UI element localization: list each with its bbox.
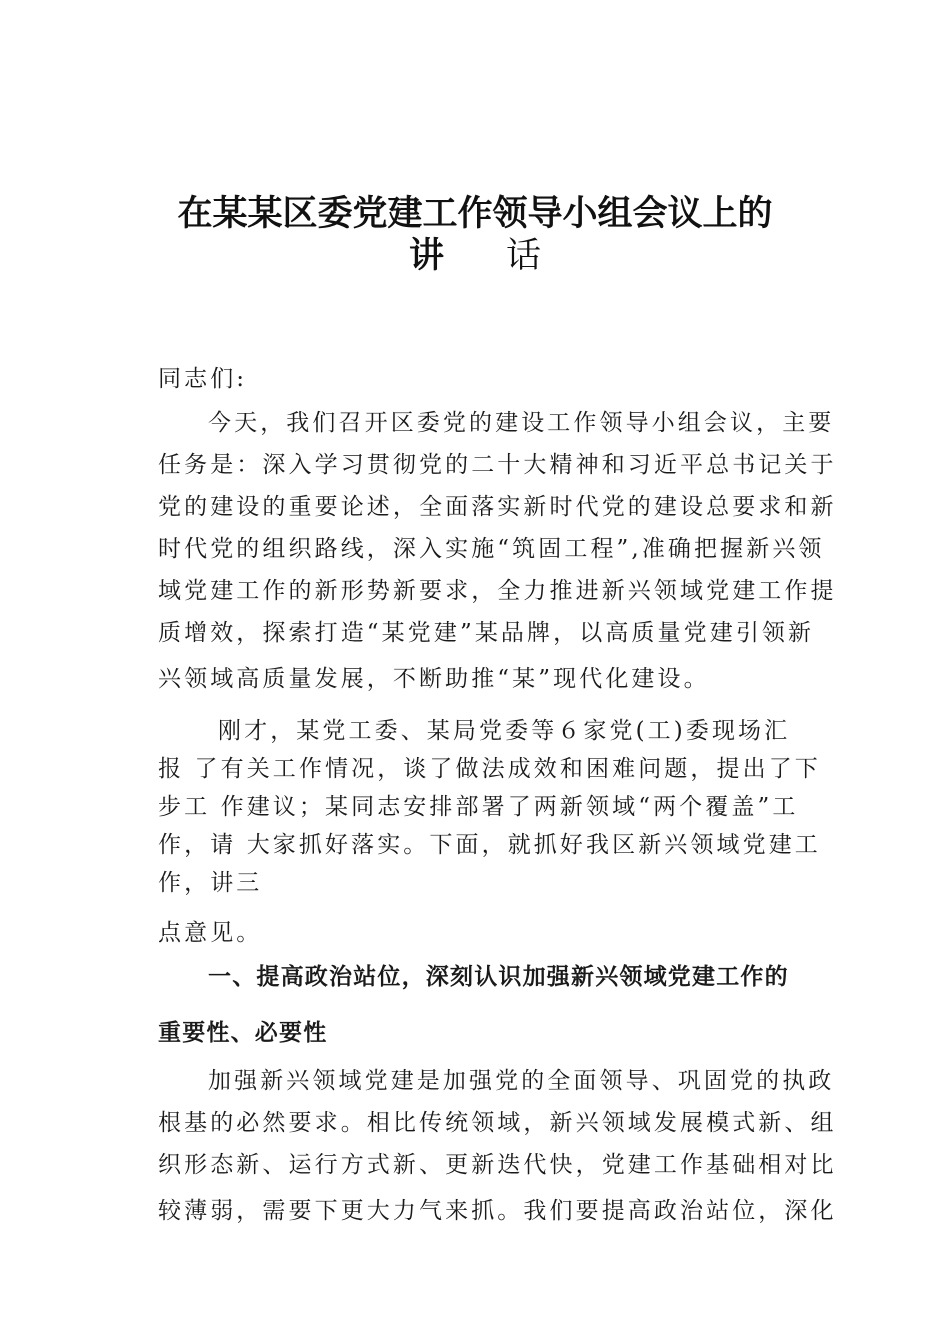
para1-line: 今天，我们召开区委党的建设工作领导小组会议，主要: [208, 410, 835, 436]
para3-line: 较薄弱，需要下更大力气来抓。我们要提高政治站位，深化: [158, 1198, 837, 1224]
document-title-line1: 在某某区委党建工作领导小组会议上的: [177, 194, 773, 234]
title-char-hua: 话: [506, 236, 542, 276]
para1-line: 任务是：深入学习贯彻党的二十大精神和习近平总书记关于: [158, 452, 837, 478]
para2-line: 作，讲三: [158, 870, 263, 896]
para2-line: 报 了有关工作情况，谈了做法成效和困难问题，提出了下: [158, 756, 821, 782]
para1-line: 党的建设的重要论述，全面落实新时代党的建设总要求和新: [158, 494, 837, 520]
document-title-line2: [0, 228, 950, 278]
para2-line: 步工 作建议；某同志安排部署了两新领域“两个覆盖”工: [158, 794, 799, 820]
para1-line: 质增效，探索打造“某党建”某品牌，以高质量党建引领新: [158, 620, 815, 646]
para2-line: 作，请 大家抓好落实。下面，就抓好我区新兴领域党建工: [158, 832, 821, 858]
para1-line: 域党建工作的新形势新要求，全力推进新兴领域党建工作提: [158, 578, 837, 604]
para3-line: 织形态新、运行方式新、更新迭代快，党建工作基础相对比: [158, 1152, 837, 1178]
para1-line: 兴领域高质量发展，不断助推“某”现代化建设。: [158, 666, 710, 692]
para2-line: 刚才，某党工委、某局党委等６家党(工)委现场汇: [218, 718, 791, 744]
para1-line: 时代党的组织路线，深入实施“筑固工程”,准确把握新兴领: [158, 536, 825, 562]
para2-line: 点意见。: [158, 920, 263, 946]
title-char-jiang: 讲: [408, 236, 444, 276]
section-heading-1: 一、提高政治站位，深刻认识加强新兴领域党建工作的: [208, 964, 789, 990]
section-heading-1-cont: 重要性、必要性: [158, 1020, 328, 1046]
para3-line: 根基的必然要求。相比传统领域，新兴领域发展模式新、组: [158, 1110, 837, 1136]
para3-line: 加强新兴领域党建是加强党的全面领导、巩固党的执政: [208, 1068, 835, 1094]
salutation: 同志们:: [158, 366, 248, 392]
